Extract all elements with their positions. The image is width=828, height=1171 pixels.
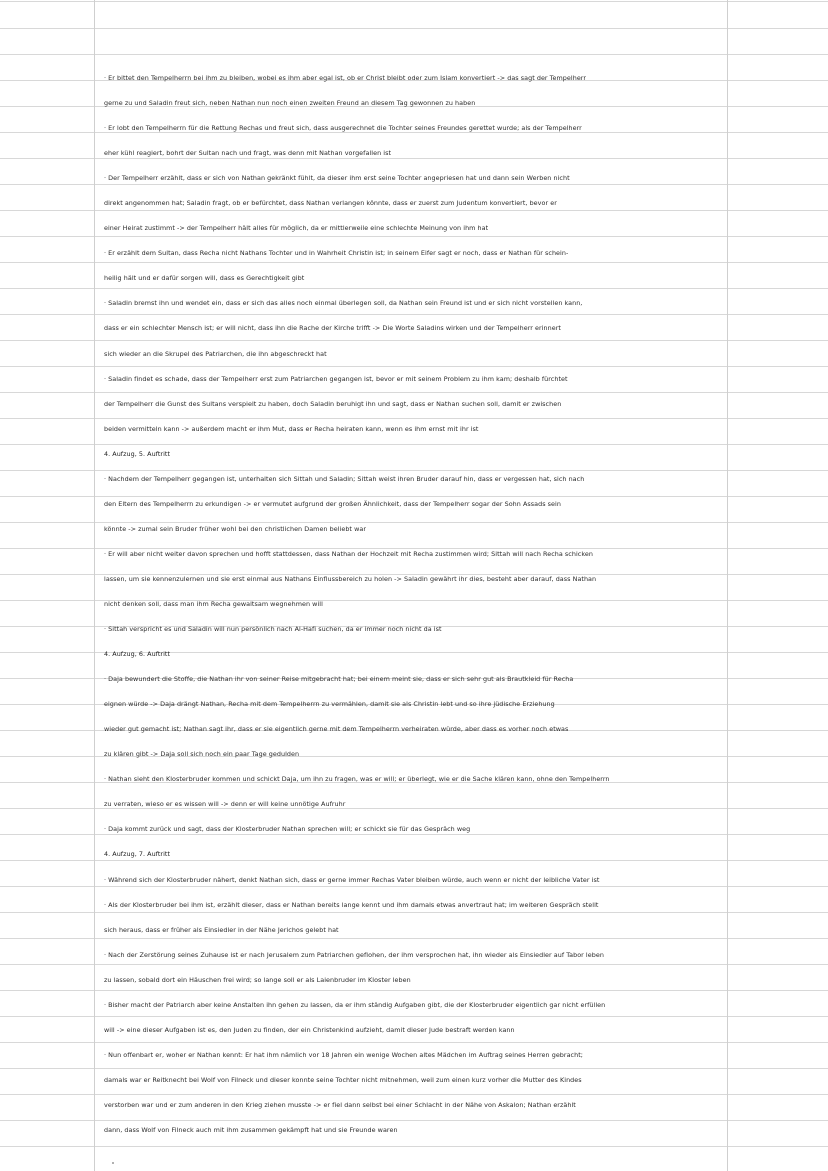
text-line: · Nachdem der Tempelherr gegangen ist, unterhalten sich Sittah und Saladin; Sittah weist ihren Bruder darauf hin, dass er vergessen hat, sich nach — [104, 474, 585, 483]
text-line: den Eltern des Tempelherrn zu erkundigen -> er vermutet aufgrund der großen Ähnlichkeit, dass der Tempelherr sogar der Sohn Assads sein — [104, 499, 561, 508]
text-line: nicht denken soll, dass man ihm Recha gewaltsam wegnehmen will — [104, 599, 323, 608]
text-line: der Tempelherr die Gunst des Sultans verspielt zu haben, doch Saladin beruhigt ihn und sagt, dass er Nathan suchen soll, damit er zwischen — [104, 399, 562, 408]
text-line: 4. Aufzug, 5. Auftritt — [104, 449, 171, 458]
text-line: · Daja bewundert die Stoffe, die Nathan ihr von seiner Reise mitgebracht hat; bei einem meint sie, dass er sich sehr gut als Brautkleid für Recha — [104, 675, 574, 684]
text-line: · Saladin bremst ihn und wendet ein, dass er sich das alles noch einmal überlegen soll, da Nathan sein Freund ist und er sich nicht vorstellen kann, — [104, 299, 583, 308]
text-line: · Er bittet den Tempelherrn bei ihm zu bleiben, wobei es ihm aber egal ist, ob er Christ bleibt oder zum Islam konvertiert -> das sagt der Tempelherr — [104, 74, 587, 82]
text-line: · Während sich der Klosterbruder nähert, denkt Nathan sich, dass er gerne immer Rechas Vater bleiben würde, auch wenn er nicht der leibliche Vater ist — [104, 875, 600, 884]
text-line: dann, dass Wolf von Filneck auch mit ihm zusammen gekämpft hat und sie Freunde waren — [104, 1125, 398, 1134]
text-line: damals war er Reitknecht bei Wolf von Filneck und dieser konnte seine Tochter nicht mitnehmen, weil zum einen kurz vorher die Mutter des Kindes — [104, 1075, 582, 1084]
text-line: dass er ein schlechter Mensch ist; er will nicht, dass ihn die Rache der Kirche trifft -> Die Worte Saladins wirken und der Tempelherr erinnert — [104, 324, 561, 333]
text-line: könnte -> zumal sein Bruder früher wohl bei den christlichen Damen beliebt war — [104, 524, 366, 533]
text-line: · Der Tempelherr erzählt, dass er sich von Nathan gekränkt fühlt, da dieser ihm erst seine Tochter angepriesen hat und dann sein Werben nicht — [104, 174, 570, 183]
text-line: · Er erzählt dem Sultan, dass Recha nicht Nathans Tochter und in Wahrheit Christin ist; in seinem Eifer sagt er noch, dass er Nathan für schein- — [104, 249, 569, 258]
text-line: eignen würde -> Daja drängt Nathan, Recha mit dem Tempelherrn zu vermählen, damit sie als Christin lebt und so ihre jüdische Erziehung — [104, 700, 555, 709]
text-line: · Nathan sieht den Klosterbruder kommen und schickt Daja, um ihn zu fragen, was er will; er überlegt, wie er die Sache klären kann, ohne den Tempelherrn — [104, 775, 610, 784]
text-line: · Saladin findet es schade, dass der Tempelherr erst zum Patriarchen gegangen ist, bevor er mit seinem Problem zu ihm kam; deshalb fürchtet — [104, 374, 568, 383]
text-line: gerne zu und Saladin freut sich, neben Nathan nun noch einen zweiten Freund an diesem Tag gewonnen zu haben — [104, 99, 476, 108]
text-line: zu lassen, sobald dort ein Häuschen frei wird; so lange soll er als Laienbruder im Kloster leben — [104, 975, 411, 984]
text-line: · Er lobt den Tempelherrn für die Rettung Rechas und freut sich, dass ausgerechnet die Tochter seines Freundes gerettet wurde; als der Tempelherr — [104, 124, 582, 133]
text-line: · Nach der Zerstörung seines Zuhause ist er nach Jerusalem zum Patriarchen geflohen, der ihm versprochen hat, ihn wieder als Einsiedler auf Tabor leben — [104, 950, 604, 959]
text-line: · Als der Klosterbruder bei ihm ist, erzählt dieser, dass er Nathan bereits lange kennt und ihm damals etwas anvertraut hat; im weiteren Gespräch stellt — [104, 900, 599, 909]
text-line: einer Heirat zustimmt -> der Tempelherr hält alles für möglich, da er mittlerweile eine schlechte Meinung von ihm hat — [104, 224, 489, 233]
text-line: zu klären gibt -> Daja soll sich noch ein paar Tage gedulden — [104, 750, 300, 759]
text-line: 4. Aufzug, 6. Auftritt — [104, 650, 171, 659]
text-line: · Nun offenbart er, woher er Nathan kennt: Er hat ihm nämlich vor 18 Jahren ein wenige Wochen altes Mädchen im Auftrag seines Herren gebracht; — [104, 1050, 583, 1059]
text-line: 4. Aufzug, 7. Auftritt — [104, 850, 171, 859]
text-line: direkt angenommen hat; Saladin fragt, ob er befürchtet, dass Nathan verlangen könnte, dass er zuerst zum Judentum konvertiert, bevor er — [104, 199, 557, 208]
text-line: sich heraus, dass er früher als Einsiedler in der Nähe Jerichos gelebt hat — [104, 925, 339, 934]
text-line: eher kühl reagiert, bohrt der Sultan nach und fragt, was denn mit Nathan vorgefallen ist — [104, 149, 392, 158]
text-line: will -> eine dieser Aufgaben ist es, den Juden zu finden, der ein Christenkind aufzieht, damit dieser Jude bestraft werden kann — [104, 1025, 515, 1034]
text-line: · Bisher macht der Patriarch aber keine Anstalten ihn gehen zu lassen, da er ihm ständig Aufgaben gibt, die der Klosterbruder eigentlich gar nicht erfüllen — [104, 1000, 606, 1009]
text-line: beiden vermitteln kann -> außerdem macht er ihm Mut, dass er Recha heiraten kann, wenn es ihm ernst mit ihr ist — [104, 424, 479, 433]
handwritten-notes — [104, 66, 724, 1143]
text-line: · Sittah verspricht es und Saladin will nun persönlich nach Al-Hafi suchen, da er immer noch nicht da ist — [104, 625, 442, 634]
text-line: sich wieder an die Skrupel des Patriarchen, die ihn abgeschreckt hat — [104, 349, 327, 358]
left-margin-line — [94, 0, 95, 1171]
text-line: wieder gut gemacht ist; Nathan sagt ihr, dass er sie eigentlich gerne mit dem Tempelherrn verheiraten würde, aber dass es vorher noch etwas — [104, 725, 569, 734]
text-line: · Er will aber nicht weiter davon sprechen und hofft stattdessen, dass Nathan der Hochzeit mit Recha zustimmen wird; Sittah will nach Recha schicken — [104, 549, 593, 558]
text-line: lassen, um sie kennenzulernen und sie erst einmal aus Nathans Einflussbereich zu holen -> Saladin gewährt ihr dies, besteht aber darauf, dass Nathan — [104, 574, 597, 583]
page-speck — [112, 1162, 114, 1164]
text-line: zu verraten, wieso er es wissen will -> denn er will keine unnötige Aufruhr — [104, 800, 346, 809]
text-line: heilig hält und er dafür sorgen will, dass es Gerechtigkeit gibt — [104, 274, 305, 283]
text-line: verstorben war und er zum anderen in den Krieg ziehen musste -> er fiel dann selbst bei einer Schlacht in der Nähe von Askalon; Nathan erzählt — [104, 1100, 576, 1109]
right-margin-line — [727, 0, 728, 1171]
text-line: · Daja kommt zurück und sagt, dass der Klosterbruder Nathan sprechen will; er schickt sie für das Gespräch weg — [104, 825, 471, 834]
